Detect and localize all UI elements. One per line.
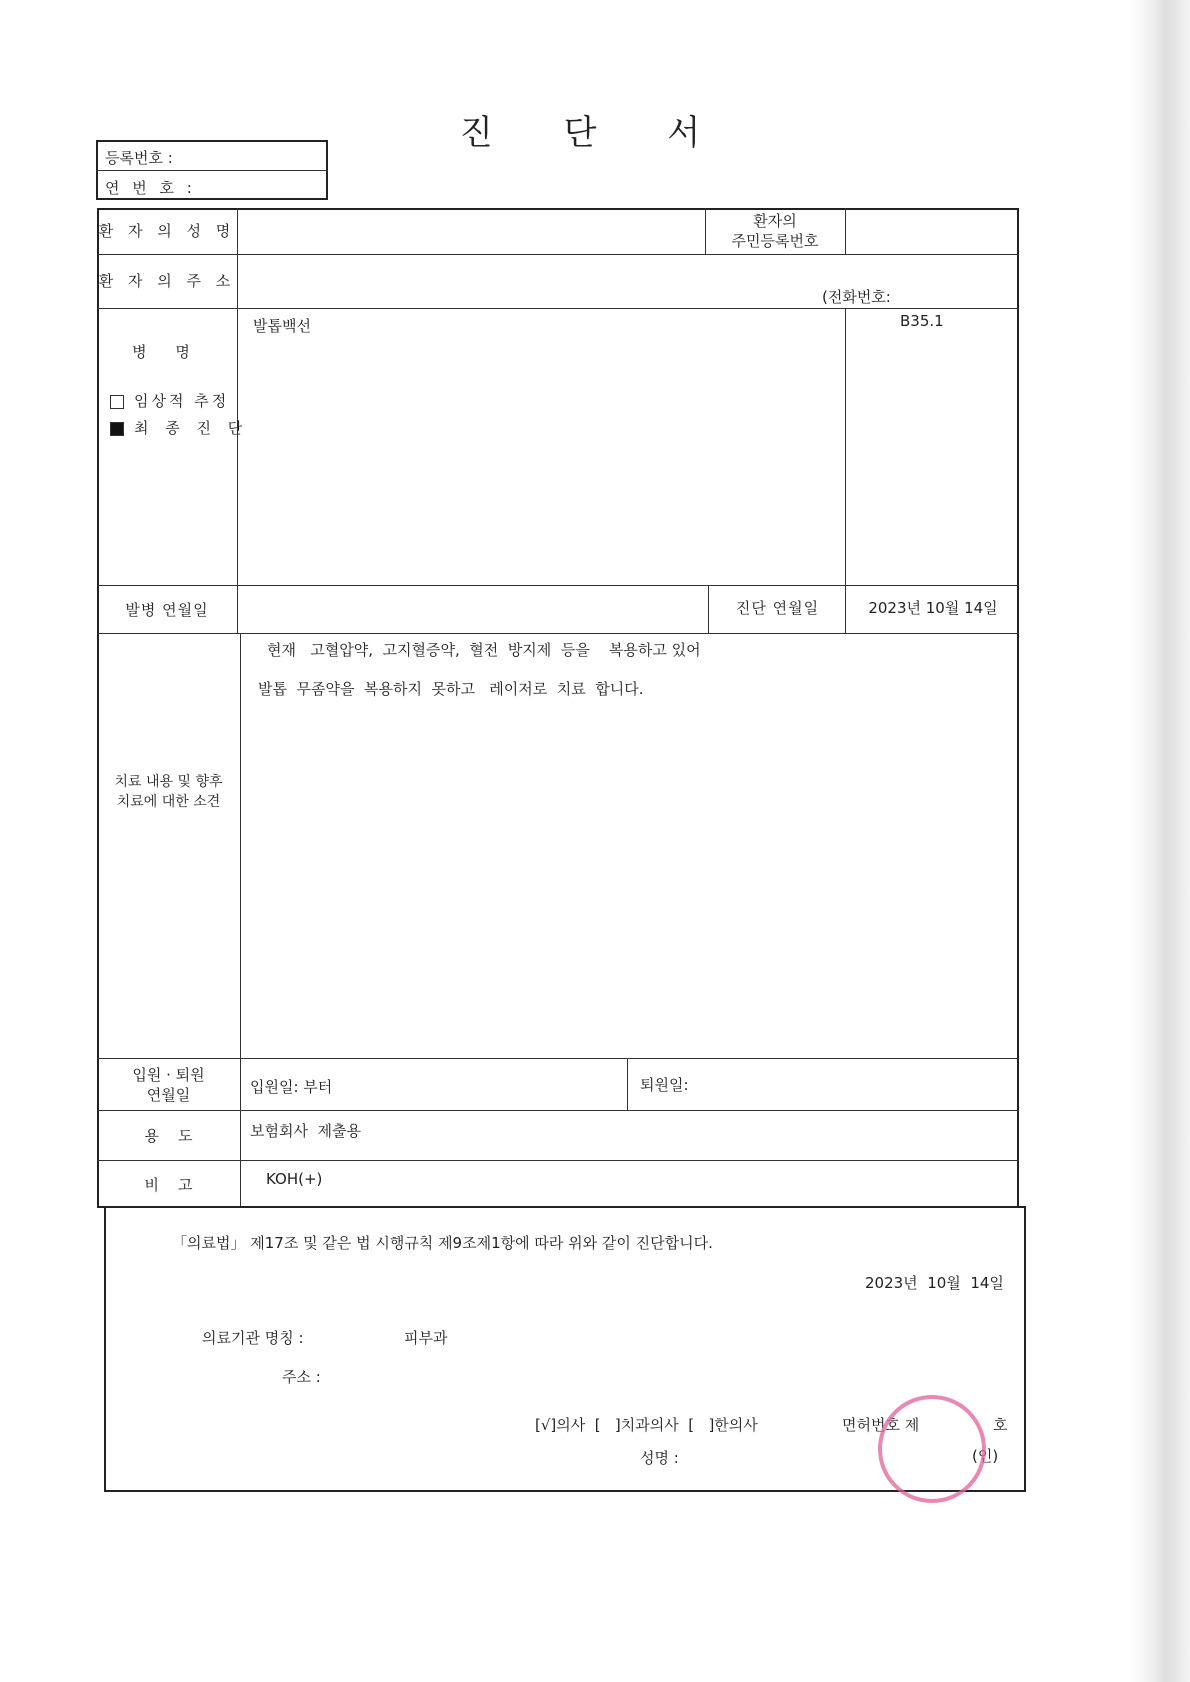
license-suffix: 호 xyxy=(993,1416,1008,1434)
admission-label xyxy=(97,1060,240,1110)
onset-date-label: 발병 연월일 xyxy=(125,601,209,619)
discharge-date: 퇴원일: xyxy=(640,1076,689,1094)
registration-number-label: 등록번호 : xyxy=(105,149,173,167)
purpose-label: 용 도 xyxy=(144,1127,193,1145)
divider xyxy=(97,633,1019,634)
clinical-estimate-label: 임상적 추정 xyxy=(134,392,230,410)
license-number-label: 면허번호 제 xyxy=(842,1416,920,1434)
divider xyxy=(97,1058,1019,1059)
divider xyxy=(97,1160,1019,1161)
legal-statement: 「의료법」 제17조 및 같은 법 시행규칙 제9조제1항에 따라 위와 같이 진단합니다. xyxy=(172,1234,713,1252)
scan-edge xyxy=(1130,0,1190,1682)
final-diagnosis-option[interactable] xyxy=(110,417,248,438)
final-diagnosis-checkbox[interactable] xyxy=(110,422,124,436)
admission-label-line1: 입원 · 퇴원 xyxy=(132,1066,205,1084)
disease-code: B35.1 xyxy=(900,312,944,330)
clinical-estimate-option[interactable] xyxy=(110,390,229,411)
rrn-label-line1: 환자의 xyxy=(753,212,797,230)
final-diagnosis-label: 최 종 진 단 xyxy=(134,419,249,437)
institution-address-label: 주소 : xyxy=(282,1368,321,1386)
treatment-text-line1: 현재 고혈압약, 고지혈증약, 혈전 방지제 등을 복용하고 있어 xyxy=(267,641,701,659)
diagnosis-date-value: 2023년 10월 14일 xyxy=(868,599,998,617)
divider xyxy=(97,1110,1019,1111)
purpose-value: 보험회사 제출용 xyxy=(250,1122,361,1140)
patient-name-label: 환 자 의 성 명 xyxy=(98,222,236,240)
disease-name: 발톱백선 xyxy=(253,317,311,335)
serial-number-label: 연 번 호 : xyxy=(105,179,196,197)
treatment-text-line2: 발톱 무좀약을 복용하지 못하고 레이저로 치료 합니다. xyxy=(258,680,644,698)
phone-label: (전화번호: xyxy=(822,288,891,306)
diagnosis-date-label: 진단 연월일 xyxy=(735,599,820,617)
institution-label: 의료기관 명칭 : xyxy=(202,1329,304,1347)
remarks-label: 비 고 xyxy=(144,1176,193,1194)
divider xyxy=(845,208,846,254)
divider xyxy=(240,633,241,1208)
patient-address-label: 환 자 의 주 소 xyxy=(98,272,236,290)
institution-name: 피부과 xyxy=(404,1329,448,1347)
divider xyxy=(627,1058,628,1110)
treatment-label-line2: 치료에 대한 소견 xyxy=(116,794,221,810)
admission-label-line2: 연월일 xyxy=(146,1086,191,1104)
admission-date: 입원일: 부터 xyxy=(250,1078,333,1096)
seal-label: (인) xyxy=(972,1447,999,1465)
treatment-label xyxy=(97,772,240,812)
document-title: 진 단 서 xyxy=(459,113,731,153)
rrn-label xyxy=(705,208,845,254)
doctor-type: [√]의사 [ ]치과의사 [ ]한의사 xyxy=(535,1416,758,1434)
signature-label: 성명 : xyxy=(640,1449,679,1467)
remarks-value: KOH(+) xyxy=(266,1170,323,1188)
certification-date: 2023년 10월 14일 xyxy=(865,1274,1004,1292)
rrn-label-line2: 주민등록번호 xyxy=(731,232,819,250)
divider xyxy=(96,170,328,171)
divider xyxy=(97,308,1019,309)
disease-label: 병 명 xyxy=(132,343,202,361)
clinical-estimate-checkbox[interactable] xyxy=(110,395,124,409)
hospital-seal-stamp xyxy=(878,1395,986,1503)
treatment-label-line1: 치료 내용 및 향후 xyxy=(114,774,223,790)
